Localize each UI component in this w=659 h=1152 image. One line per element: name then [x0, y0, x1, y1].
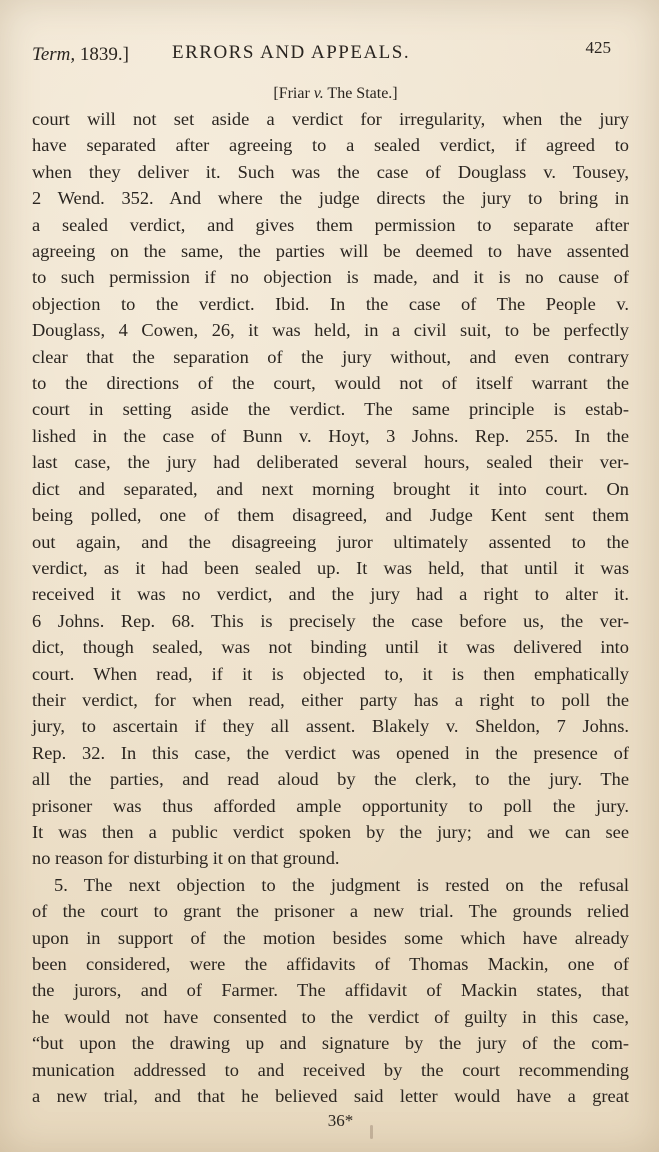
text-line: last case, the jury had deliberated several hours, sealed their ver-	[32, 452, 629, 473]
text-line: to such permission if no objection is made, and it is no cause of	[32, 267, 629, 288]
text-line: objection to the verdict. Ibid. In the case of The People v.	[32, 293, 629, 314]
text-line: have separated after agreeing to a sealed verdict, if agreed to	[32, 135, 629, 156]
text-line: of the court to grant the prisoner a new trial. The grounds relied	[32, 901, 629, 922]
caption-versus: v.	[313, 85, 324, 102]
text-line: lished in the case of Bunn v. Hoyt, 3 Johns. Rep. 255. In the	[32, 425, 629, 446]
text-line: being polled, one of them disagreed, and Judge Kent sent them	[32, 505, 629, 526]
text-line: dict, though sealed, was not binding until it was delivered into	[32, 637, 629, 658]
text-line: Rep. 32. In this case, the verdict was opened in the presence of	[32, 742, 629, 763]
text-line: jury, to ascertain if they all assent. Blakely v. Sheldon, 7 Johns.	[32, 716, 629, 737]
text-line: out again, and the disagreeing juror ultimately assented to the	[32, 531, 629, 552]
text-line: “but upon the drawing up and signature by the jury of the com-	[32, 1033, 629, 1054]
text-line: 2 Wend. 352. And where the judge directs the jury to bring in	[32, 188, 629, 209]
text-line: Douglass, 4 Cowen, 26, it was held, in a civil suit, to be perfectly	[32, 320, 629, 341]
term-label	[32, 44, 129, 66]
text-line: to the directions of the court, would not of itself warrant the	[32, 373, 629, 394]
text-line: upon in support of the motion besides some which have already	[32, 927, 629, 948]
text-line: clear that the separation of the jury without, and even contrary	[32, 346, 629, 367]
case-caption	[42, 84, 629, 104]
text-line: a sealed verdict, and gives them permission to separate after	[32, 214, 629, 235]
text-line: 6 Johns. Rep. 68. This is precisely the case before us, the ver-	[32, 610, 629, 631]
page-number: 425	[585, 38, 611, 57]
text-line: court. When read, if it is objected to, it is then emphatically	[32, 663, 629, 684]
term-word: Term,	[32, 44, 76, 65]
signature-mark: 36*	[327, 1111, 354, 1131]
running-head	[32, 32, 629, 65]
text-line: 5. The next objection to the judgment is rested on the refusal	[54, 874, 629, 895]
text-line: verdict, as it had been sealed up. It was held, that until it was	[32, 557, 629, 578]
text-line: court will not set aside a verdict for irregularity, when the jury	[32, 109, 629, 129]
caption-open: [Friar	[273, 85, 314, 102]
paragraph-continued	[32, 106, 629, 872]
text-line: a new trial, and that he believed said letter would have a great	[32, 1086, 629, 1107]
text-line: It was then a public verdict spoken by the jury; and we can see	[32, 821, 629, 842]
text-line: court in setting aside the verdict. The same principle is estab-	[32, 399, 629, 420]
text-line: when they deliver it. Such was the case of Douglass v. Tousey,	[32, 161, 629, 182]
caption-close: The State.]	[323, 85, 398, 102]
paper-stain	[370, 1125, 373, 1139]
text-line: all the parties, and read aloud by the clerk, to the jury. The	[32, 769, 629, 790]
text-line: their verdict, for when read, either party has a right to poll the	[32, 689, 629, 710]
text-line: dict and separated, and next morning brought it into court. On	[32, 478, 629, 499]
text-line: munication addressed to and received by the court recommending	[32, 1059, 629, 1080]
text-line: he would not have consented to the verdict of guilty in this case,	[32, 1006, 629, 1027]
text-line: been considered, were the affidavits of Thomas Mackin, one of	[32, 954, 629, 974]
body-text	[32, 106, 629, 1109]
text-line: no reason for disturbing it on that ground.	[32, 848, 340, 869]
page-title: ERRORS AND APPEALS.	[172, 42, 411, 63]
text-line: received it was no verdict, and the jury had a right to alter it.	[32, 584, 629, 605]
text-line: prisoner was thus afforded ample opportunity to poll the jury.	[32, 795, 629, 816]
term-year: 1839.]	[79, 44, 129, 65]
paragraph-5	[32, 872, 629, 1110]
text-line: agreeing on the same, the parties will be deemed to have assented	[32, 241, 629, 262]
text-line: the jurors, and of Farmer. The affidavit of Mackin states, that	[32, 980, 629, 1001]
